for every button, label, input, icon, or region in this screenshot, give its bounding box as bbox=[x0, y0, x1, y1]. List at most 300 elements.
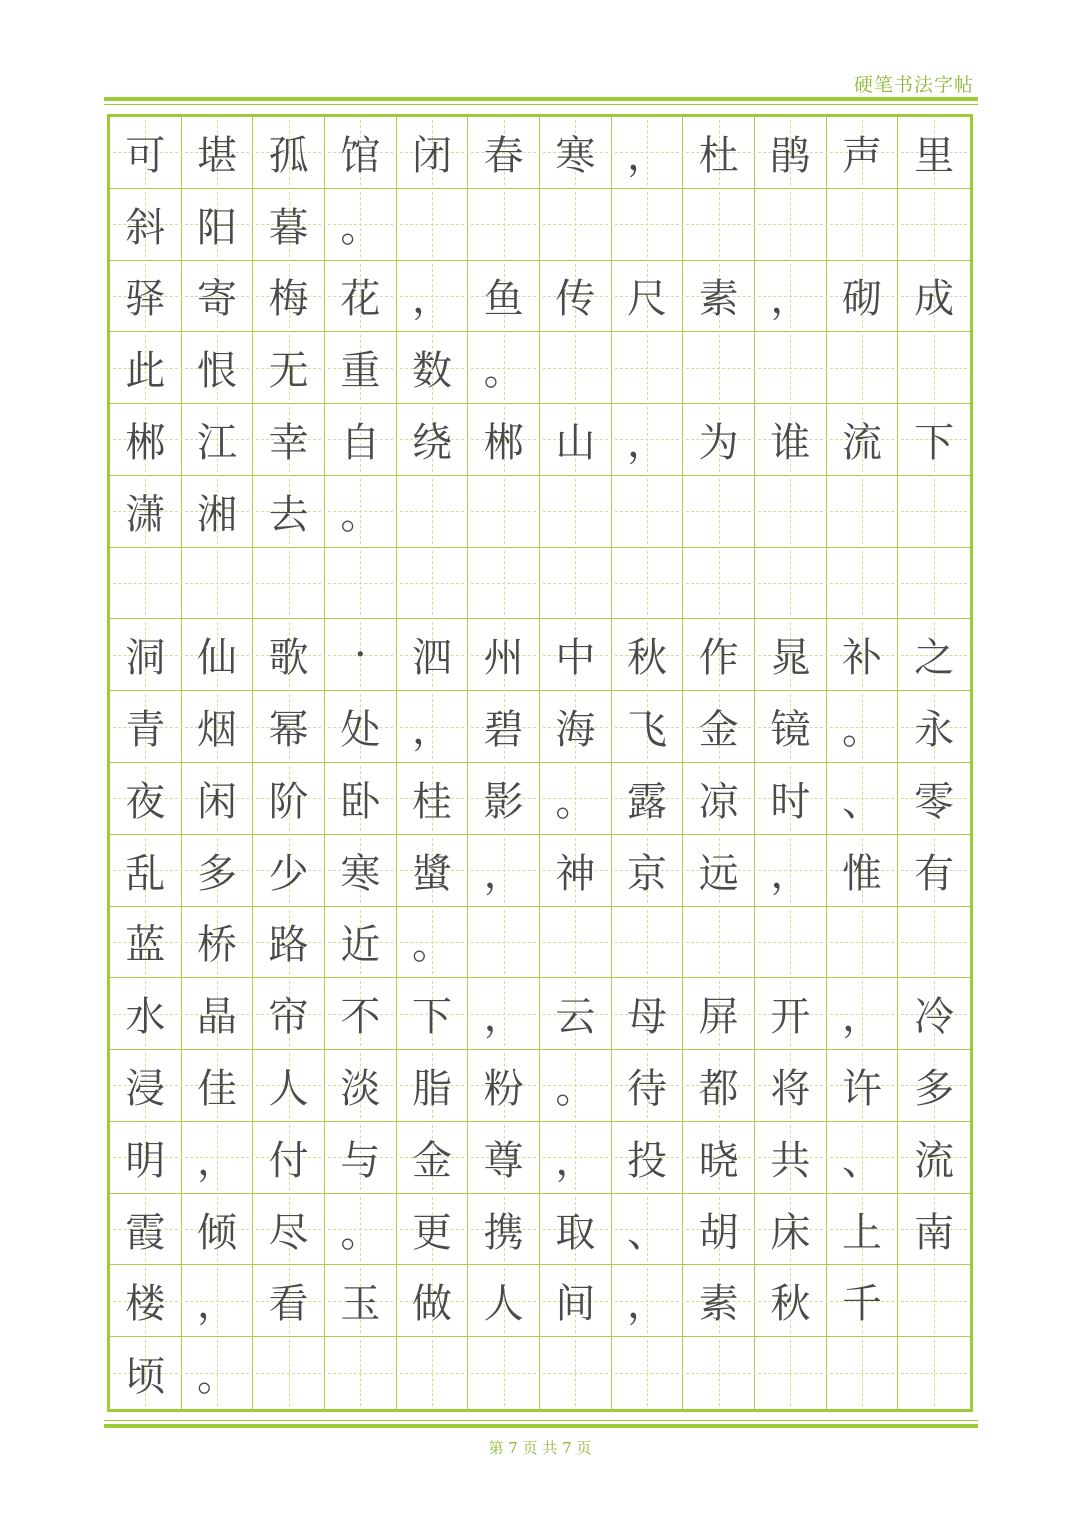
grid-cell bbox=[755, 117, 827, 189]
grid-cell bbox=[397, 548, 469, 620]
grid-cell bbox=[540, 548, 612, 620]
character: 影 bbox=[483, 778, 524, 825]
character: 寒 bbox=[340, 850, 381, 897]
grid-cell bbox=[253, 1337, 325, 1409]
character: 江 bbox=[196, 419, 237, 466]
character: 之 bbox=[914, 635, 955, 682]
grid-cell bbox=[110, 117, 182, 189]
grid-cell bbox=[827, 619, 899, 691]
character: 间 bbox=[555, 1281, 596, 1328]
grid-cell bbox=[683, 1337, 755, 1409]
character: 惟 bbox=[841, 850, 882, 897]
grid-cell bbox=[110, 1265, 182, 1337]
grid-cell bbox=[683, 1122, 755, 1194]
bottom-rule-thin bbox=[104, 1420, 978, 1421]
grid-cell bbox=[325, 189, 397, 261]
grid-cell bbox=[182, 1337, 254, 1409]
character: 仙 bbox=[196, 635, 237, 682]
character: 此 bbox=[125, 348, 166, 395]
character: 潇 bbox=[125, 491, 166, 538]
grid-cell bbox=[253, 1122, 325, 1194]
character: 顷 bbox=[125, 1353, 166, 1400]
character: 青 bbox=[125, 707, 166, 754]
grid-cell bbox=[898, 332, 970, 404]
grid-cell bbox=[755, 404, 827, 476]
grid-cell bbox=[612, 907, 684, 979]
character: 作 bbox=[698, 635, 739, 682]
character: 投 bbox=[626, 1137, 667, 1184]
grid-cell bbox=[397, 1194, 469, 1266]
grid-cell bbox=[468, 907, 540, 979]
character: 看 bbox=[268, 1281, 309, 1328]
character: 冷 bbox=[914, 994, 955, 1041]
character: 寒 bbox=[555, 132, 596, 179]
character: 洞 bbox=[125, 635, 166, 682]
grid-cell bbox=[253, 1194, 325, 1266]
grid-cell bbox=[397, 404, 469, 476]
character: 飞 bbox=[626, 707, 667, 754]
character: 传 bbox=[555, 276, 596, 323]
character: 玉 bbox=[340, 1281, 381, 1328]
calligraphy-grid bbox=[107, 114, 973, 1412]
character: 谁 bbox=[770, 419, 811, 466]
grid-cell bbox=[612, 763, 684, 835]
grid-cell bbox=[253, 978, 325, 1050]
character: 斜 bbox=[125, 204, 166, 251]
grid-cell bbox=[253, 332, 325, 404]
grid-cell bbox=[827, 189, 899, 261]
grid-cell bbox=[253, 548, 325, 620]
character: 素 bbox=[698, 276, 739, 323]
character: 尺 bbox=[626, 276, 667, 323]
grid-cell bbox=[827, 763, 899, 835]
character: 。 bbox=[340, 204, 381, 251]
grid-cell bbox=[468, 691, 540, 763]
grid-cell bbox=[755, 1050, 827, 1122]
character: 母 bbox=[626, 994, 667, 1041]
character: 孤 bbox=[268, 132, 309, 179]
character: ， bbox=[483, 850, 524, 897]
character: 尊 bbox=[483, 1137, 524, 1184]
character: ， bbox=[626, 419, 667, 466]
character: 螿 bbox=[411, 850, 452, 897]
grid-cell bbox=[827, 476, 899, 548]
grid-cell bbox=[110, 1337, 182, 1409]
grid-cell bbox=[612, 978, 684, 1050]
character: 更 bbox=[411, 1209, 452, 1256]
grid-cell bbox=[397, 261, 469, 333]
character: 待 bbox=[626, 1065, 667, 1112]
grid-cell bbox=[397, 1337, 469, 1409]
grid-cell bbox=[755, 189, 827, 261]
character: 携 bbox=[483, 1209, 524, 1256]
grid-cell bbox=[325, 548, 397, 620]
grid-cell bbox=[683, 117, 755, 189]
character: 有 bbox=[914, 850, 955, 897]
grid-cell bbox=[540, 1337, 612, 1409]
grid-row bbox=[110, 1122, 970, 1194]
grid-cell bbox=[182, 1265, 254, 1337]
character: 去 bbox=[268, 491, 309, 538]
grid-cell bbox=[540, 1122, 612, 1194]
character: 素 bbox=[698, 1281, 739, 1328]
grid-row bbox=[110, 1050, 970, 1122]
character: 为 bbox=[698, 419, 739, 466]
grid-row bbox=[110, 117, 970, 189]
grid-cell bbox=[827, 261, 899, 333]
character: 流 bbox=[914, 1137, 955, 1184]
character: 上 bbox=[841, 1209, 882, 1256]
grid-cell bbox=[898, 619, 970, 691]
character: 不 bbox=[340, 994, 381, 1041]
character: 无 bbox=[268, 348, 309, 395]
grid-cell bbox=[397, 978, 469, 1050]
grid-cell bbox=[397, 476, 469, 548]
character: 烟 bbox=[196, 707, 237, 754]
character: 鹃 bbox=[770, 132, 811, 179]
grid-cell bbox=[898, 1050, 970, 1122]
character: 金 bbox=[698, 707, 739, 754]
character: 。 bbox=[196, 1353, 237, 1400]
character: 云 bbox=[555, 994, 596, 1041]
grid-cell bbox=[612, 476, 684, 548]
grid-cell bbox=[110, 978, 182, 1050]
character: 鱼 bbox=[483, 276, 524, 323]
character: 与 bbox=[340, 1137, 381, 1184]
character: 恨 bbox=[196, 348, 237, 395]
grid-cell bbox=[827, 1337, 899, 1409]
grid-cell bbox=[397, 907, 469, 979]
grid-cell bbox=[325, 261, 397, 333]
character: · bbox=[353, 631, 367, 678]
grid-cell bbox=[827, 1050, 899, 1122]
character: 郴 bbox=[125, 419, 166, 466]
character: 尽 bbox=[268, 1209, 309, 1256]
grid-cell bbox=[755, 978, 827, 1050]
character: 夜 bbox=[125, 778, 166, 825]
grid-cell bbox=[253, 1050, 325, 1122]
grid-cell bbox=[253, 907, 325, 979]
character: 寄 bbox=[196, 276, 237, 323]
grid-cell bbox=[827, 1265, 899, 1337]
character: 数 bbox=[411, 348, 452, 395]
grid-cell bbox=[253, 117, 325, 189]
grid-cell bbox=[397, 763, 469, 835]
grid-cell bbox=[898, 763, 970, 835]
grid-cell bbox=[253, 261, 325, 333]
grid-cell bbox=[110, 548, 182, 620]
character: 重 bbox=[340, 348, 381, 395]
character: 花 bbox=[340, 276, 381, 323]
character: 驿 bbox=[125, 276, 166, 323]
grid-row bbox=[110, 691, 970, 763]
grid-cell bbox=[683, 835, 755, 907]
character: 幂 bbox=[268, 707, 309, 754]
grid-cell bbox=[468, 619, 540, 691]
grid-cell bbox=[110, 1122, 182, 1194]
grid-cell bbox=[540, 1265, 612, 1337]
character: ， bbox=[770, 276, 811, 323]
character: 都 bbox=[698, 1065, 739, 1112]
grid-cell bbox=[468, 476, 540, 548]
character: 人 bbox=[268, 1065, 309, 1112]
character: 屏 bbox=[698, 994, 739, 1041]
character: 凉 bbox=[698, 778, 739, 825]
grid-cell bbox=[540, 261, 612, 333]
character: ， bbox=[770, 850, 811, 897]
character: 乱 bbox=[125, 850, 166, 897]
grid-cell bbox=[683, 261, 755, 333]
character: 。 bbox=[483, 348, 524, 395]
grid-cell bbox=[612, 548, 684, 620]
character: 晓 bbox=[698, 1137, 739, 1184]
grid-cell bbox=[110, 907, 182, 979]
grid-cell bbox=[612, 619, 684, 691]
character: ， bbox=[411, 276, 452, 323]
grid-cell bbox=[755, 619, 827, 691]
character: 阶 bbox=[268, 778, 309, 825]
grid-cell bbox=[468, 548, 540, 620]
character: 春 bbox=[483, 132, 524, 179]
character: 歌 bbox=[268, 635, 309, 682]
grid-cell bbox=[253, 189, 325, 261]
grid-cell bbox=[397, 1265, 469, 1337]
grid-cell bbox=[253, 1265, 325, 1337]
grid-cell bbox=[325, 404, 397, 476]
grid-cell bbox=[540, 476, 612, 548]
grid-cell bbox=[110, 476, 182, 548]
character: 南 bbox=[914, 1209, 955, 1256]
grid-cell bbox=[253, 476, 325, 548]
character: 州 bbox=[483, 635, 524, 682]
character: 郴 bbox=[483, 419, 524, 466]
grid-cell bbox=[612, 332, 684, 404]
grid-cell bbox=[898, 691, 970, 763]
grid-cell bbox=[325, 117, 397, 189]
grid-cell bbox=[612, 404, 684, 476]
character: 将 bbox=[770, 1065, 811, 1112]
grid-cell bbox=[325, 1337, 397, 1409]
grid-cell bbox=[683, 404, 755, 476]
grid-cell bbox=[898, 1337, 970, 1409]
grid-cell bbox=[898, 189, 970, 261]
grid-cell bbox=[468, 404, 540, 476]
grid-row bbox=[110, 835, 970, 907]
character: ， bbox=[483, 994, 524, 1041]
grid-cell bbox=[325, 476, 397, 548]
grid-cell bbox=[612, 1050, 684, 1122]
grid-cell bbox=[827, 548, 899, 620]
character: 处 bbox=[340, 707, 381, 754]
character: 胡 bbox=[698, 1209, 739, 1256]
character: 多 bbox=[196, 850, 237, 897]
grid-cell bbox=[397, 691, 469, 763]
character: 下 bbox=[411, 994, 452, 1041]
grid-cell bbox=[683, 332, 755, 404]
grid-cell bbox=[827, 404, 899, 476]
grid-cell bbox=[755, 261, 827, 333]
grid-cell bbox=[182, 476, 254, 548]
grid-cell bbox=[540, 332, 612, 404]
grid-cell bbox=[827, 978, 899, 1050]
grid-row bbox=[110, 1265, 970, 1337]
character: 倾 bbox=[196, 1209, 237, 1256]
grid-row bbox=[110, 978, 970, 1050]
grid-cell bbox=[110, 261, 182, 333]
grid-cell bbox=[755, 476, 827, 548]
grid-row bbox=[110, 476, 970, 548]
grid-row bbox=[110, 1194, 970, 1266]
character: 。 bbox=[340, 1209, 381, 1256]
grid-cell bbox=[755, 907, 827, 979]
character: 做 bbox=[411, 1281, 452, 1328]
character: 馆 bbox=[340, 132, 381, 179]
character: 付 bbox=[268, 1137, 309, 1184]
grid-cell bbox=[612, 1122, 684, 1194]
grid-cell bbox=[253, 691, 325, 763]
character: 、 bbox=[626, 1209, 667, 1256]
grid-cell bbox=[182, 332, 254, 404]
grid-cell bbox=[110, 1194, 182, 1266]
grid-cell bbox=[468, 1122, 540, 1194]
grid-cell bbox=[898, 476, 970, 548]
grid-cell bbox=[827, 691, 899, 763]
grid-cell bbox=[468, 117, 540, 189]
character: ， bbox=[196, 1281, 237, 1328]
character: 帘 bbox=[268, 994, 309, 1041]
character: 近 bbox=[340, 922, 381, 969]
grid-cell bbox=[898, 1122, 970, 1194]
character: 霞 bbox=[125, 1209, 166, 1256]
character: ， bbox=[555, 1137, 596, 1184]
character: 远 bbox=[698, 850, 739, 897]
grid-cell bbox=[755, 1122, 827, 1194]
character: 。 bbox=[340, 491, 381, 538]
character: 时 bbox=[770, 778, 811, 825]
grid-row bbox=[110, 907, 970, 979]
character: 闭 bbox=[411, 132, 452, 179]
grid-cell bbox=[253, 763, 325, 835]
grid-cell bbox=[325, 1265, 397, 1337]
grid-cell bbox=[683, 1050, 755, 1122]
grid-cell bbox=[110, 1050, 182, 1122]
grid-cell bbox=[468, 1337, 540, 1409]
character: 路 bbox=[268, 922, 309, 969]
grid-cell bbox=[325, 907, 397, 979]
grid-cell bbox=[182, 978, 254, 1050]
character: 湘 bbox=[196, 491, 237, 538]
character: 闲 bbox=[196, 778, 237, 825]
grid-cell bbox=[755, 1194, 827, 1266]
character: 砌 bbox=[841, 276, 882, 323]
grid-cell bbox=[827, 907, 899, 979]
grid-cell bbox=[110, 835, 182, 907]
grid-cell bbox=[540, 1194, 612, 1266]
grid-cell bbox=[612, 835, 684, 907]
grid-cell bbox=[683, 189, 755, 261]
character: 秋 bbox=[770, 1281, 811, 1328]
grid-cell bbox=[253, 404, 325, 476]
grid-row bbox=[110, 332, 970, 404]
grid-cell bbox=[182, 1122, 254, 1194]
grid-cell bbox=[397, 1050, 469, 1122]
grid-cell bbox=[110, 763, 182, 835]
character: 永 bbox=[914, 707, 955, 754]
grid-cell bbox=[182, 117, 254, 189]
grid-cell bbox=[182, 907, 254, 979]
grid-cell bbox=[397, 1122, 469, 1194]
grid-cell bbox=[827, 1194, 899, 1266]
character: 共 bbox=[770, 1137, 811, 1184]
grid-cell bbox=[182, 404, 254, 476]
grid-cell bbox=[898, 1194, 970, 1266]
character: 绕 bbox=[411, 419, 452, 466]
grid-cell bbox=[325, 763, 397, 835]
grid-cell bbox=[325, 619, 397, 691]
grid-cell bbox=[683, 548, 755, 620]
character: 下 bbox=[914, 419, 955, 466]
grid-cell bbox=[325, 1050, 397, 1122]
grid-row bbox=[110, 404, 970, 476]
grid-row bbox=[110, 1337, 970, 1409]
character: ， bbox=[841, 994, 882, 1041]
grid-cell bbox=[755, 691, 827, 763]
grid-cell bbox=[898, 548, 970, 620]
grid-cell bbox=[397, 332, 469, 404]
grid-cell bbox=[110, 332, 182, 404]
grid-cell bbox=[182, 691, 254, 763]
character: 多 bbox=[914, 1065, 955, 1112]
grid-cell bbox=[110, 619, 182, 691]
character: ， bbox=[626, 1281, 667, 1328]
grid-cell bbox=[253, 835, 325, 907]
grid-cell bbox=[827, 1122, 899, 1194]
grid-cell bbox=[182, 261, 254, 333]
grid-cell bbox=[468, 835, 540, 907]
grid-cell bbox=[325, 1122, 397, 1194]
grid-cell bbox=[468, 189, 540, 261]
grid-cell bbox=[683, 476, 755, 548]
grid-cell bbox=[898, 835, 970, 907]
character: 神 bbox=[555, 850, 596, 897]
character: ， bbox=[626, 132, 667, 179]
grid-cell bbox=[683, 1194, 755, 1266]
character: 幸 bbox=[268, 419, 309, 466]
character: 杜 bbox=[698, 132, 739, 179]
grid-cell bbox=[325, 691, 397, 763]
character: 里 bbox=[914, 132, 955, 179]
grid-cell bbox=[540, 835, 612, 907]
grid-cell bbox=[110, 691, 182, 763]
grid-cell bbox=[182, 548, 254, 620]
grid-cell bbox=[683, 619, 755, 691]
character: 水 bbox=[125, 994, 166, 1041]
grid-cell bbox=[898, 978, 970, 1050]
character: 秋 bbox=[626, 635, 667, 682]
character: 桥 bbox=[196, 922, 237, 969]
grid-cell bbox=[468, 1050, 540, 1122]
grid-cell bbox=[182, 763, 254, 835]
character: 许 bbox=[841, 1065, 882, 1112]
bottom-rule-thick bbox=[104, 1424, 978, 1428]
grid-cell bbox=[612, 1265, 684, 1337]
character: 堪 bbox=[196, 132, 237, 179]
grid-cell bbox=[898, 1265, 970, 1337]
grid-cell bbox=[827, 835, 899, 907]
grid-cell bbox=[325, 978, 397, 1050]
grid-cell bbox=[325, 332, 397, 404]
grid-cell bbox=[540, 907, 612, 979]
